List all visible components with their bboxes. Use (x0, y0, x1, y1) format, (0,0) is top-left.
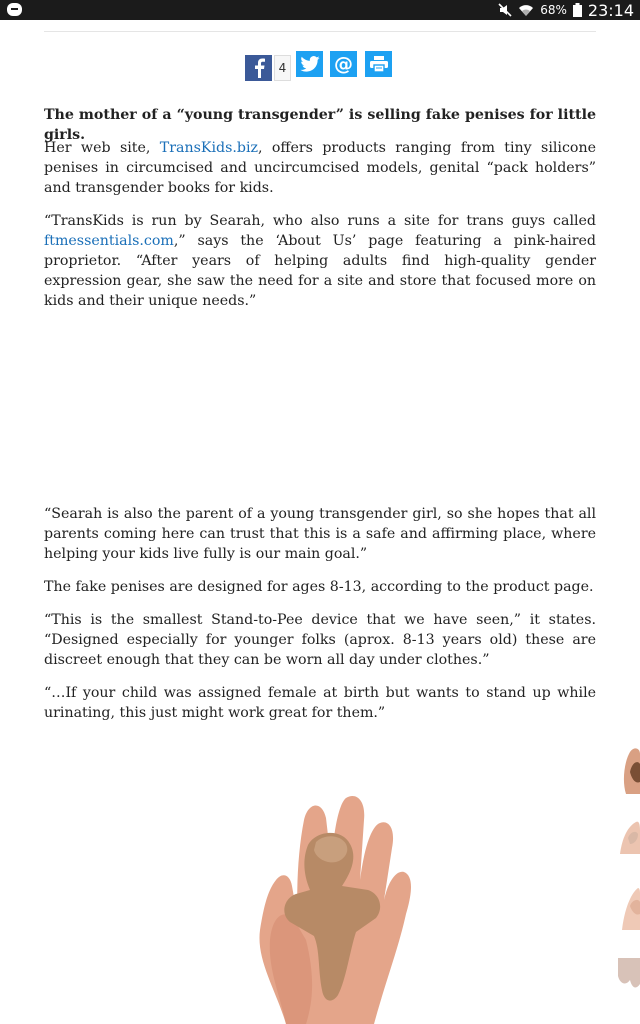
email-share-button[interactable]: @ (330, 51, 357, 77)
divider (44, 31, 596, 32)
article-paragraph: The fake penises are designed for ages 8-13, according to the product page. (44, 579, 594, 595)
mute-icon (498, 3, 512, 17)
status-bar (0, 0, 640, 20)
article-paragraph (44, 211, 596, 311)
product-photo[interactable] (246, 790, 421, 1024)
print-icon (370, 56, 388, 72)
article-paragraph: “…If your child was assigned female at birth but wants to stand up while urinating, this just might work great for them.” (44, 685, 596, 721)
transkids-link[interactable]: TransKids.biz (159, 140, 258, 156)
product-thumbnail[interactable] (616, 808, 640, 860)
facebook-share-count: 4 (274, 55, 291, 81)
facebook-icon (252, 58, 266, 78)
clock: 23:14 (587, 0, 634, 20)
article-paragraph: “Searah is also the parent of a young transgender girl, so she hopes that all parents coming here can trust that this is a safe and affirming place, where helping your kids live fully is our main goal.” (44, 506, 596, 562)
facebook-share-button[interactable] (245, 55, 272, 81)
print-button[interactable] (365, 51, 392, 77)
twitter-icon (300, 56, 320, 72)
text: ,” says the ‘About Us’ page featuring a pink-haired proprietor. “After years of helping adults find high-quality gender expression gear, she saw the need for a site and store that focused more on kids and their unique needs.” (44, 233, 596, 309)
product-thumbnail[interactable] (616, 950, 640, 1002)
wifi-icon (518, 3, 534, 17)
text: “TransKids is run by Searah, who also runs a site for trans guys called (44, 213, 596, 229)
article-paragraph (44, 138, 596, 198)
product-thumbnail[interactable] (616, 742, 640, 794)
product-thumbnail[interactable] (616, 878, 640, 930)
article-paragraph: “This is the smallest Stand-to-Pee device that we have seen,” it states. “Designed especially for younger folks (aprox. 8-13 years old) these are discreet enough that they can be worn all day under clothes.” (44, 612, 596, 668)
article-lead: The mother of a “young transgender” is selling fake penises for little girls. (44, 107, 596, 143)
text: , offers products ranging from tiny silicone penises in circumcised and uncircumcised models, genital “pack holders” and transgender books for kids. (44, 140, 596, 196)
ftmessentials-link[interactable]: ftmessentials.com (44, 233, 174, 249)
text: Her web site, (44, 140, 160, 156)
battery-percent: 68% (540, 3, 567, 17)
battery-icon (573, 3, 582, 17)
line-app-icon (7, 3, 22, 16)
share-bar (245, 51, 392, 81)
status-icons (498, 0, 634, 20)
twitter-share-button[interactable] (296, 51, 323, 77)
